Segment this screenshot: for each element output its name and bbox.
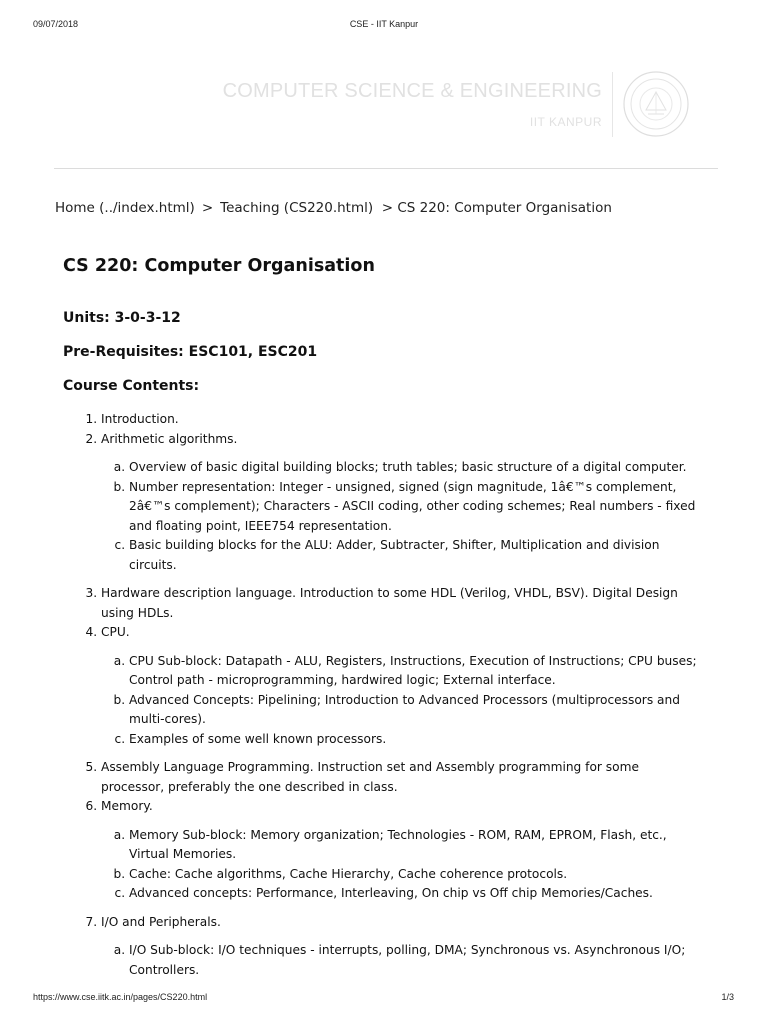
subtopic-item: b. Advanced Concepts: Pipelining; Introduction to Advanced Processors (multiprocessors and multi-cores). (129, 691, 703, 730)
print-page-number: 1/3 (721, 992, 734, 1002)
topic-text: Hardware description language. Introduction to some HDL (Verilog, VHDL, BSV). Digital Design using HDLs. (101, 586, 678, 620)
topic-text: Introduction. (101, 412, 179, 426)
topic-text: Assembly Language Programming. Instruction set and Assembly programming for some processor, preferably the one described in class. (101, 760, 639, 794)
course-content (63, 254, 703, 989)
header-rule (54, 168, 718, 169)
topic-item (101, 623, 703, 749)
subtopic-list (101, 652, 703, 750)
subtopic-item: c. Advanced concepts: Performance, Interleaving, On chip vs Off chip Memories/Caches. (129, 884, 703, 904)
topic-item (101, 584, 703, 623)
subtopic-item: a. Memory Sub-block: Memory organization; Technologies - ROM, RAM, EPROM, Flash, etc., Virtual Memories. (129, 826, 703, 865)
print-url: https://www.cse.iitk.ac.in/pages/CS220.html (33, 992, 208, 1002)
subtopic-item: b. Number representation: Integer - unsigned, signed (sign magnitude, 1â€™s complement, 2â€™s complement); Characters - ASCII coding, other coding schemes; Real numbers - fixed and floating point, IEEE754 representation. (129, 478, 703, 537)
topic-text: Memory. (101, 799, 153, 813)
topic-text: Arithmetic algorithms. (101, 431, 238, 446)
course-contents-heading: Course Contents: (63, 378, 200, 394)
course-prerequisites: Pre-Requisites: ESC101, ESC201 (63, 344, 318, 360)
subtopic-item: a. CPU Sub-block: Datapath - ALU, Registers, Instructions, Execution of Instructions; CPU buses; Control path - microprogramming, hardwired logic; External interface. (129, 652, 703, 691)
print-date: 09/07/2018 (33, 19, 79, 29)
subtopic-list (101, 941, 703, 980)
breadcrumb-home-link[interactable]: Home (../index.html) (55, 200, 195, 216)
subtopic-item: c. Examples of some well known processors. (129, 730, 703, 750)
topic-item (101, 758, 703, 797)
page-title: CS 220: Computer Organisation (63, 256, 375, 276)
course-units: Units: 3-0-3-12 (63, 310, 181, 326)
topic-list (63, 410, 703, 980)
subtopic-item: c. Basic building blocks for the ALU: Adder, Subtracter, Shifter, Multiplication and division circuits. (129, 536, 703, 575)
subtopic-item: a. I/O Sub-block: I/O techniques - interrupts, polling, DMA; Synchronous vs. Asynchronous I/O; Controllers. (129, 941, 703, 980)
topic-item (101, 410, 703, 430)
print-page-title: CSE - IIT Kanpur (349, 19, 419, 29)
topic-item (101, 430, 703, 576)
institute-banner-subtitle: IIT KANPUR (529, 115, 602, 129)
breadcrumb-current: > CS 220: Computer Organisation (381, 200, 612, 216)
banner-divider (612, 72, 613, 137)
subtopic-list (101, 826, 703, 904)
breadcrumb-separator: > (201, 200, 214, 216)
breadcrumb (55, 200, 612, 216)
topic-text: I/O and Peripherals. (101, 914, 221, 929)
subtopic-list (101, 458, 703, 575)
institute-seal-icon (622, 70, 690, 138)
topic-item (101, 797, 703, 904)
breadcrumb-teaching-link[interactable]: Teaching (CS220.html) (220, 200, 374, 216)
topic-text: CPU. (101, 625, 130, 639)
subtopic-item: a. Overview of basic digital building blocks; truth tables; basic structure of a digital computer. (129, 458, 703, 478)
topic-item (101, 913, 703, 981)
department-banner-title: COMPUTER SCIENCE & ENGINEERING (222, 80, 602, 102)
subtopic-item: b. Cache: Cache algorithms, Cache Hierarchy, Cache coherence protocols. (129, 865, 703, 885)
